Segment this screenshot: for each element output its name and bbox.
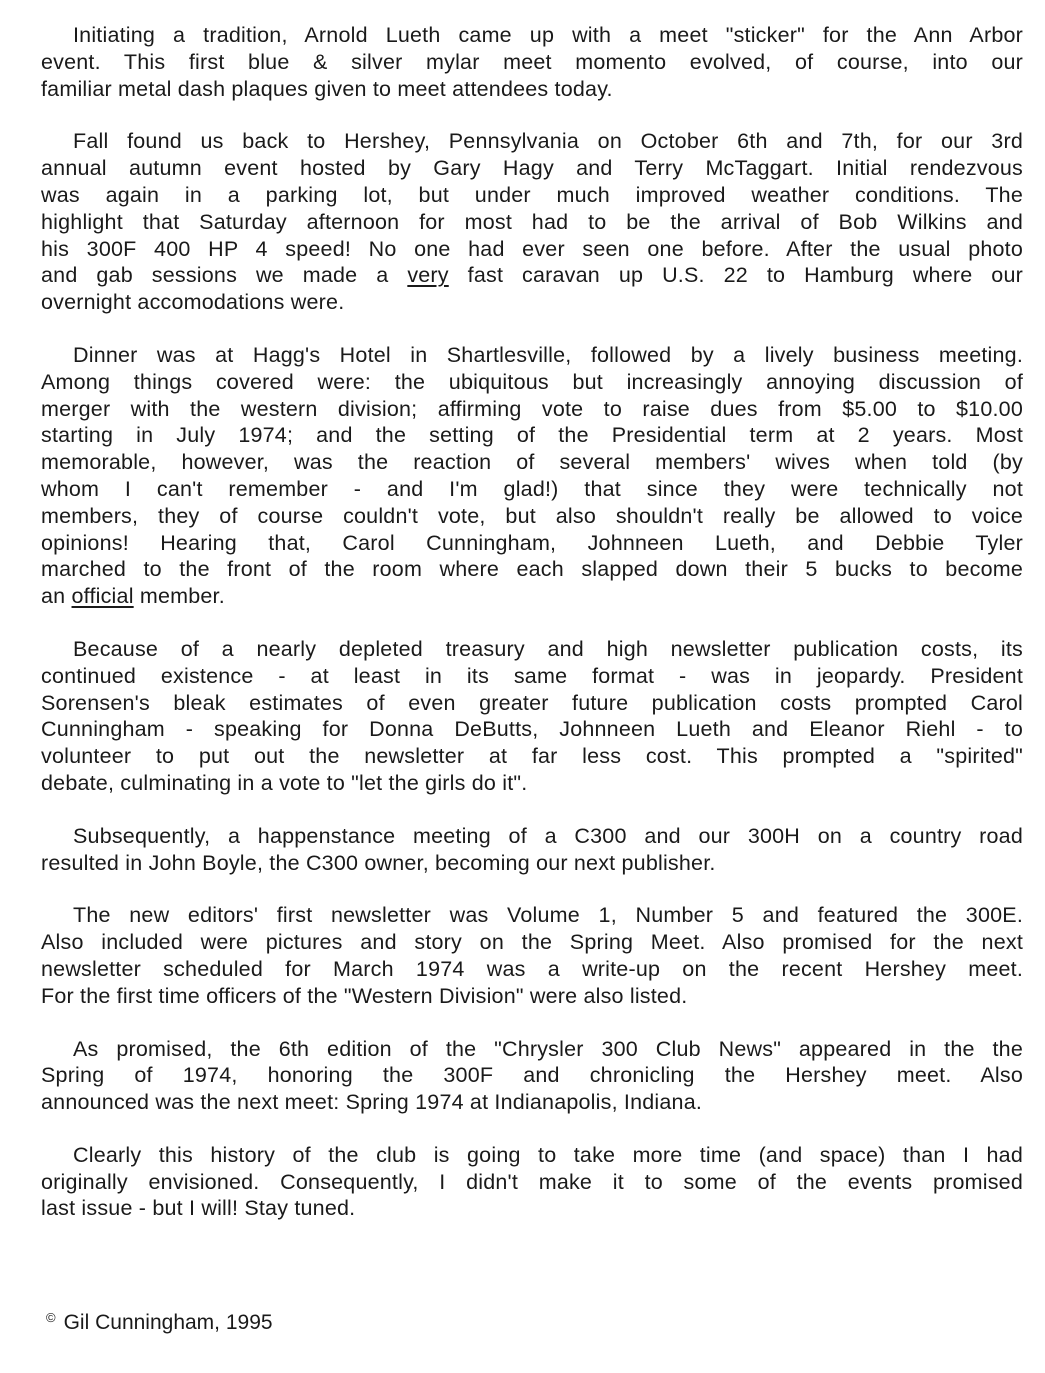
text-line: Cunningham - speaking for Donna DeButts, Johnneen Lueth and Eleanor Riehl - to [41, 717, 1023, 742]
paragraph-arnold-lueth-sticker [41, 22, 1023, 102]
text-line: memorable, however, was the reaction of several members' wives when told (by [41, 450, 1023, 475]
text-line: whom I can't remember - and I'm glad!) that since they were technically not [41, 476, 1023, 501]
text-line: Among things covered were: the ubiquitous but increasingly annoying discussion of [41, 369, 1023, 394]
underlined-word-very: very [407, 263, 449, 288]
text-line: The new editors' first newsletter was Volume 1, Number 5 and featured the 300E. [73, 903, 1023, 928]
text-line: was again in a parking lot, but under much improved weather conditions. The [41, 182, 1023, 207]
paragraph-closing [41, 1142, 1023, 1222]
text-line: As promised, the 6th edition of the "Chrysler 300 Club News" appeared in the the [73, 1036, 1023, 1061]
copyright-icon: © [46, 1310, 56, 1325]
paragraph-dinner-business-meeting [41, 342, 1023, 610]
text-line: highlight that Saturday afternoon for most had to be the arrival of Bob Wilkins and [41, 209, 1023, 234]
paragraph-new-editors-newsletter [41, 902, 1023, 1009]
text-line: Initiating a tradition, Arnold Lueth came up with a meet "sticker" for the Ann Arbor [73, 23, 1023, 47]
text-segment: member. [139, 584, 225, 609]
text-segment: an [41, 584, 66, 609]
text-line-with-underline [41, 262, 1023, 289]
text-line: annual autumn event hosted by Gary Hagy and Terry McTaggart. Initial rendezvous [41, 156, 1023, 181]
text-line: last issue - but I will! Stay tuned. [41, 1196, 356, 1221]
text-line: members, they of course couldn't vote, but also shouldn't really be allowed to voice [41, 503, 1023, 528]
text-line: Clearly this history of the club is going to take more time (and space) than I had [73, 1142, 1023, 1167]
text-line: familiar metal dash plaques given to meet attendees today. [41, 76, 613, 101]
text-line: continued existence - at least in its same format - was in jeopardy. President [41, 663, 1023, 688]
paragraph-hershey-fall-meet [41, 128, 1023, 316]
text-line: opinions! Hearing that, Carol Cunningham, Johnneen Lueth, and Debbie Tyler [41, 530, 1023, 555]
copyright-footer [46, 1310, 273, 1335]
text-line: debate, culminating in a vote to "let the girls do it". [41, 770, 528, 795]
text-line: Subsequently, a happenstance meeting of a C300 and our 300H on a country road [73, 823, 1023, 848]
text-line: overnight accomodations were. [41, 290, 345, 315]
text-line: Because of a nearly depleted treasury and high newsletter publication costs, its [73, 636, 1023, 661]
paragraph-sixth-edition [41, 1036, 1023, 1116]
text-line: Spring of 1974, honoring the 300F and chronicling the Hershey meet. Also [41, 1063, 1023, 1088]
text-line: his 300F 400 HP 4 speed! No one had ever seen one before. After the usual photo [41, 236, 1023, 261]
text-line: starting in July 1974; and the setting of the Presidential term at 2 years. Most [41, 423, 1023, 448]
text-line: Sorensen's bleak estimates of even greater future publication costs prompted Carol [41, 690, 1023, 715]
text-line: Dinner was at Hagg's Hotel in Shartlesville, followed by a lively business meeting. [73, 342, 1023, 367]
text-line: volunteer to put out the newsletter at far less cost. This prompted a "spirited" [41, 744, 1023, 769]
text-line: resulted in John Boyle, the C300 owner, becoming our next publisher. [41, 850, 716, 875]
text-line: event. This first blue & silver mylar meet momento evolved, of course, into our [41, 49, 1023, 74]
text-line: marched to the front of the room where each slapped down their 5 bucks to become [41, 557, 1023, 582]
text-segment: fast caravan up U.S. 22 to Hamburg where our [467, 263, 1023, 288]
paragraph-john-boyle-publisher [41, 823, 1023, 877]
text-line: newsletter scheduled for March 1974 was a write-up on the recent Hershey meet. [41, 956, 1023, 981]
paragraph-newsletter-jeopardy [41, 636, 1023, 797]
text-segment: and gab sessions we made a [41, 263, 389, 288]
underlined-word-official: official [71, 584, 134, 609]
text-line: originally envisioned. Consequently, I didn't make it to some of the events promised [41, 1169, 1023, 1194]
text-line: merger with the western division; affirming vote to raise dues from $5.00 to $10.00 [41, 396, 1023, 421]
document-page [41, 22, 1023, 1248]
text-line-with-underline [41, 583, 1023, 610]
text-line: For the first time officers of the "Western Division" were also listed. [41, 983, 688, 1008]
text-line: announced was the next meet: Spring 1974 at Indianapolis, Indiana. [41, 1090, 703, 1115]
text-line: Fall found us back to Hershey, Pennsylvania on October 6th and 7th, for our 3rd [73, 129, 1023, 154]
copyright-text: Gil Cunningham, 1995 [63, 1311, 273, 1334]
text-line: Also included were pictures and story on the Spring Meet. Also promised for the next [41, 930, 1023, 955]
